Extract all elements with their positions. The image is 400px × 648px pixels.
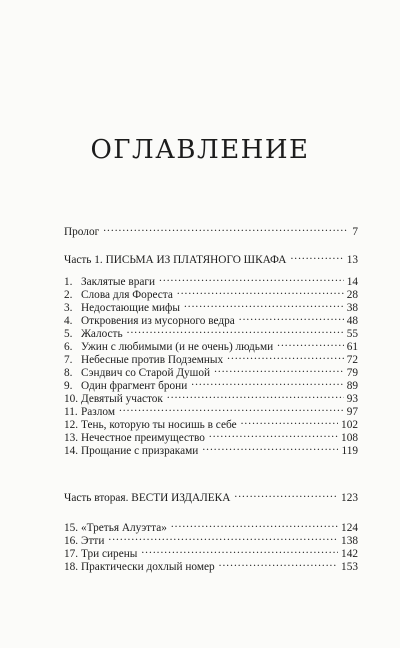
toc-entry-number: 8. [64, 367, 73, 379]
dot-leader [239, 311, 344, 324]
toc-entry-chapter [64, 272, 358, 288]
toc-entry-title: Недостающие мифы [81, 302, 180, 314]
toc-entry-title: Прощание с призраками [81, 445, 199, 457]
toc-entry-title: Один фрагмент брони [81, 380, 188, 392]
dot-leader [227, 350, 344, 363]
toc-entry-number: 7. [64, 354, 73, 366]
toc-entry-page: 7 [352, 226, 358, 238]
toc-entry-title: Жалость [81, 328, 123, 340]
toc-entry-title: Три сирены [81, 548, 138, 560]
toc-entry-prologue [64, 222, 358, 238]
toc-entry-title: Девятый участок [81, 393, 163, 405]
dot-leader [167, 389, 344, 402]
toc-entry-page: 72 [346, 354, 358, 366]
dot-leader [103, 222, 347, 235]
table-of-contents [64, 222, 358, 573]
toc-entry-number: 13. [64, 432, 79, 444]
toc-entry-page: 38 [346, 302, 358, 314]
toc-entry-number: 6. [64, 341, 73, 353]
toc-entry-title: «Третья Алуэтта» [81, 522, 167, 534]
toc-entry-number: 17. [64, 548, 79, 560]
dot-leader [171, 518, 338, 531]
dot-leader [219, 557, 338, 570]
toc-entry-page: 89 [346, 380, 358, 392]
dot-leader [241, 415, 338, 428]
dot-leader [214, 363, 344, 376]
toc-entry-title: Нечестное преимущество [81, 432, 205, 444]
toc-entry-page: 102 [341, 419, 358, 431]
toc-entry-title: Этти [81, 535, 105, 547]
toc-entry-page: 13 [346, 254, 358, 266]
dot-leader [119, 402, 344, 415]
toc-entry-title: Слова для Фореста [81, 289, 173, 301]
toc-entry-page: 97 [346, 406, 358, 418]
toc-entry-chapter [64, 531, 358, 547]
toc-entry-title: Заклятые враги [81, 276, 156, 288]
toc-entry-title: Тень, которую ты носишь в себе [81, 419, 237, 431]
toc-entry-page: 14 [346, 276, 358, 288]
toc-entry-number: 15. [64, 522, 79, 534]
toc-entry-number: 3. [64, 302, 73, 314]
dot-leader [191, 376, 343, 389]
toc-entry-number: 11. [64, 406, 78, 418]
toc-entry-number: 14. [64, 445, 79, 457]
dot-leader [277, 337, 344, 350]
page-title: ОГЛАВЛЕНИЕ [90, 135, 310, 166]
toc-entry-number: 10. [64, 393, 79, 405]
toc-entry-page: 48 [346, 315, 358, 327]
toc-entry-page: 119 [341, 445, 358, 457]
toc-entry-part-2 [64, 488, 358, 504]
toc-entry-page: 142 [341, 548, 358, 560]
dot-leader [202, 441, 338, 454]
dot-leader [209, 428, 338, 441]
toc-entry-page: 93 [346, 393, 358, 405]
dot-leader [290, 250, 343, 263]
toc-entry-number: 2. [64, 289, 73, 301]
toc-entry-page: 79 [346, 367, 358, 379]
toc-entry-page: 28 [346, 289, 358, 301]
toc-entry-title: Часть вторая. ВЕСТИ ИЗДАЛЕКА [64, 492, 231, 504]
toc-entry-page: 108 [341, 432, 358, 444]
toc-entry-title: Откровения из мусорного ведра [81, 315, 235, 327]
toc-entry-title: Сэндвич со Старой Душой [81, 367, 211, 379]
toc-entry-number: 4. [64, 315, 73, 327]
toc-entry-number: 18. [64, 561, 79, 573]
toc-entry-page: 153 [341, 561, 358, 573]
dot-leader [127, 324, 344, 337]
toc-entry-title: Небесные против Подземных [81, 354, 224, 366]
dot-leader [159, 272, 344, 285]
toc-entry-title: Ужин с любимыми (и не очень) людьми [81, 341, 274, 353]
toc-entry-number: 12. [64, 419, 79, 431]
toc-entry-page: 124 [341, 522, 358, 534]
toc-entry-title: Пролог [64, 226, 100, 238]
toc-entry-page: 123 [341, 492, 358, 504]
toc-entry-page: 61 [346, 341, 358, 353]
dot-leader [234, 488, 338, 501]
toc-entry-number: 5. [64, 328, 73, 340]
dot-leader [141, 544, 338, 557]
toc-entry-part-1 [64, 250, 358, 266]
toc-entry-number: 9. [64, 380, 73, 392]
toc-entry-number: 16. [64, 535, 79, 547]
toc-entry-page: 55 [346, 328, 358, 340]
toc-entry-title: Практически дохлый номер [81, 561, 215, 573]
dot-leader [177, 285, 344, 298]
toc-entry-title: Часть 1. ПИСЬМА ИЗ ПЛАТЯНОГО ШКАФА [64, 254, 287, 266]
toc-entry-chapter [64, 544, 358, 560]
toc-entry-page: 138 [341, 535, 358, 547]
dot-leader [184, 298, 344, 311]
toc-entry-number: 1. [64, 276, 73, 288]
toc-entry-title: Разлом [81, 406, 115, 418]
dot-leader [108, 531, 338, 544]
toc-entry-chapter [64, 518, 358, 534]
